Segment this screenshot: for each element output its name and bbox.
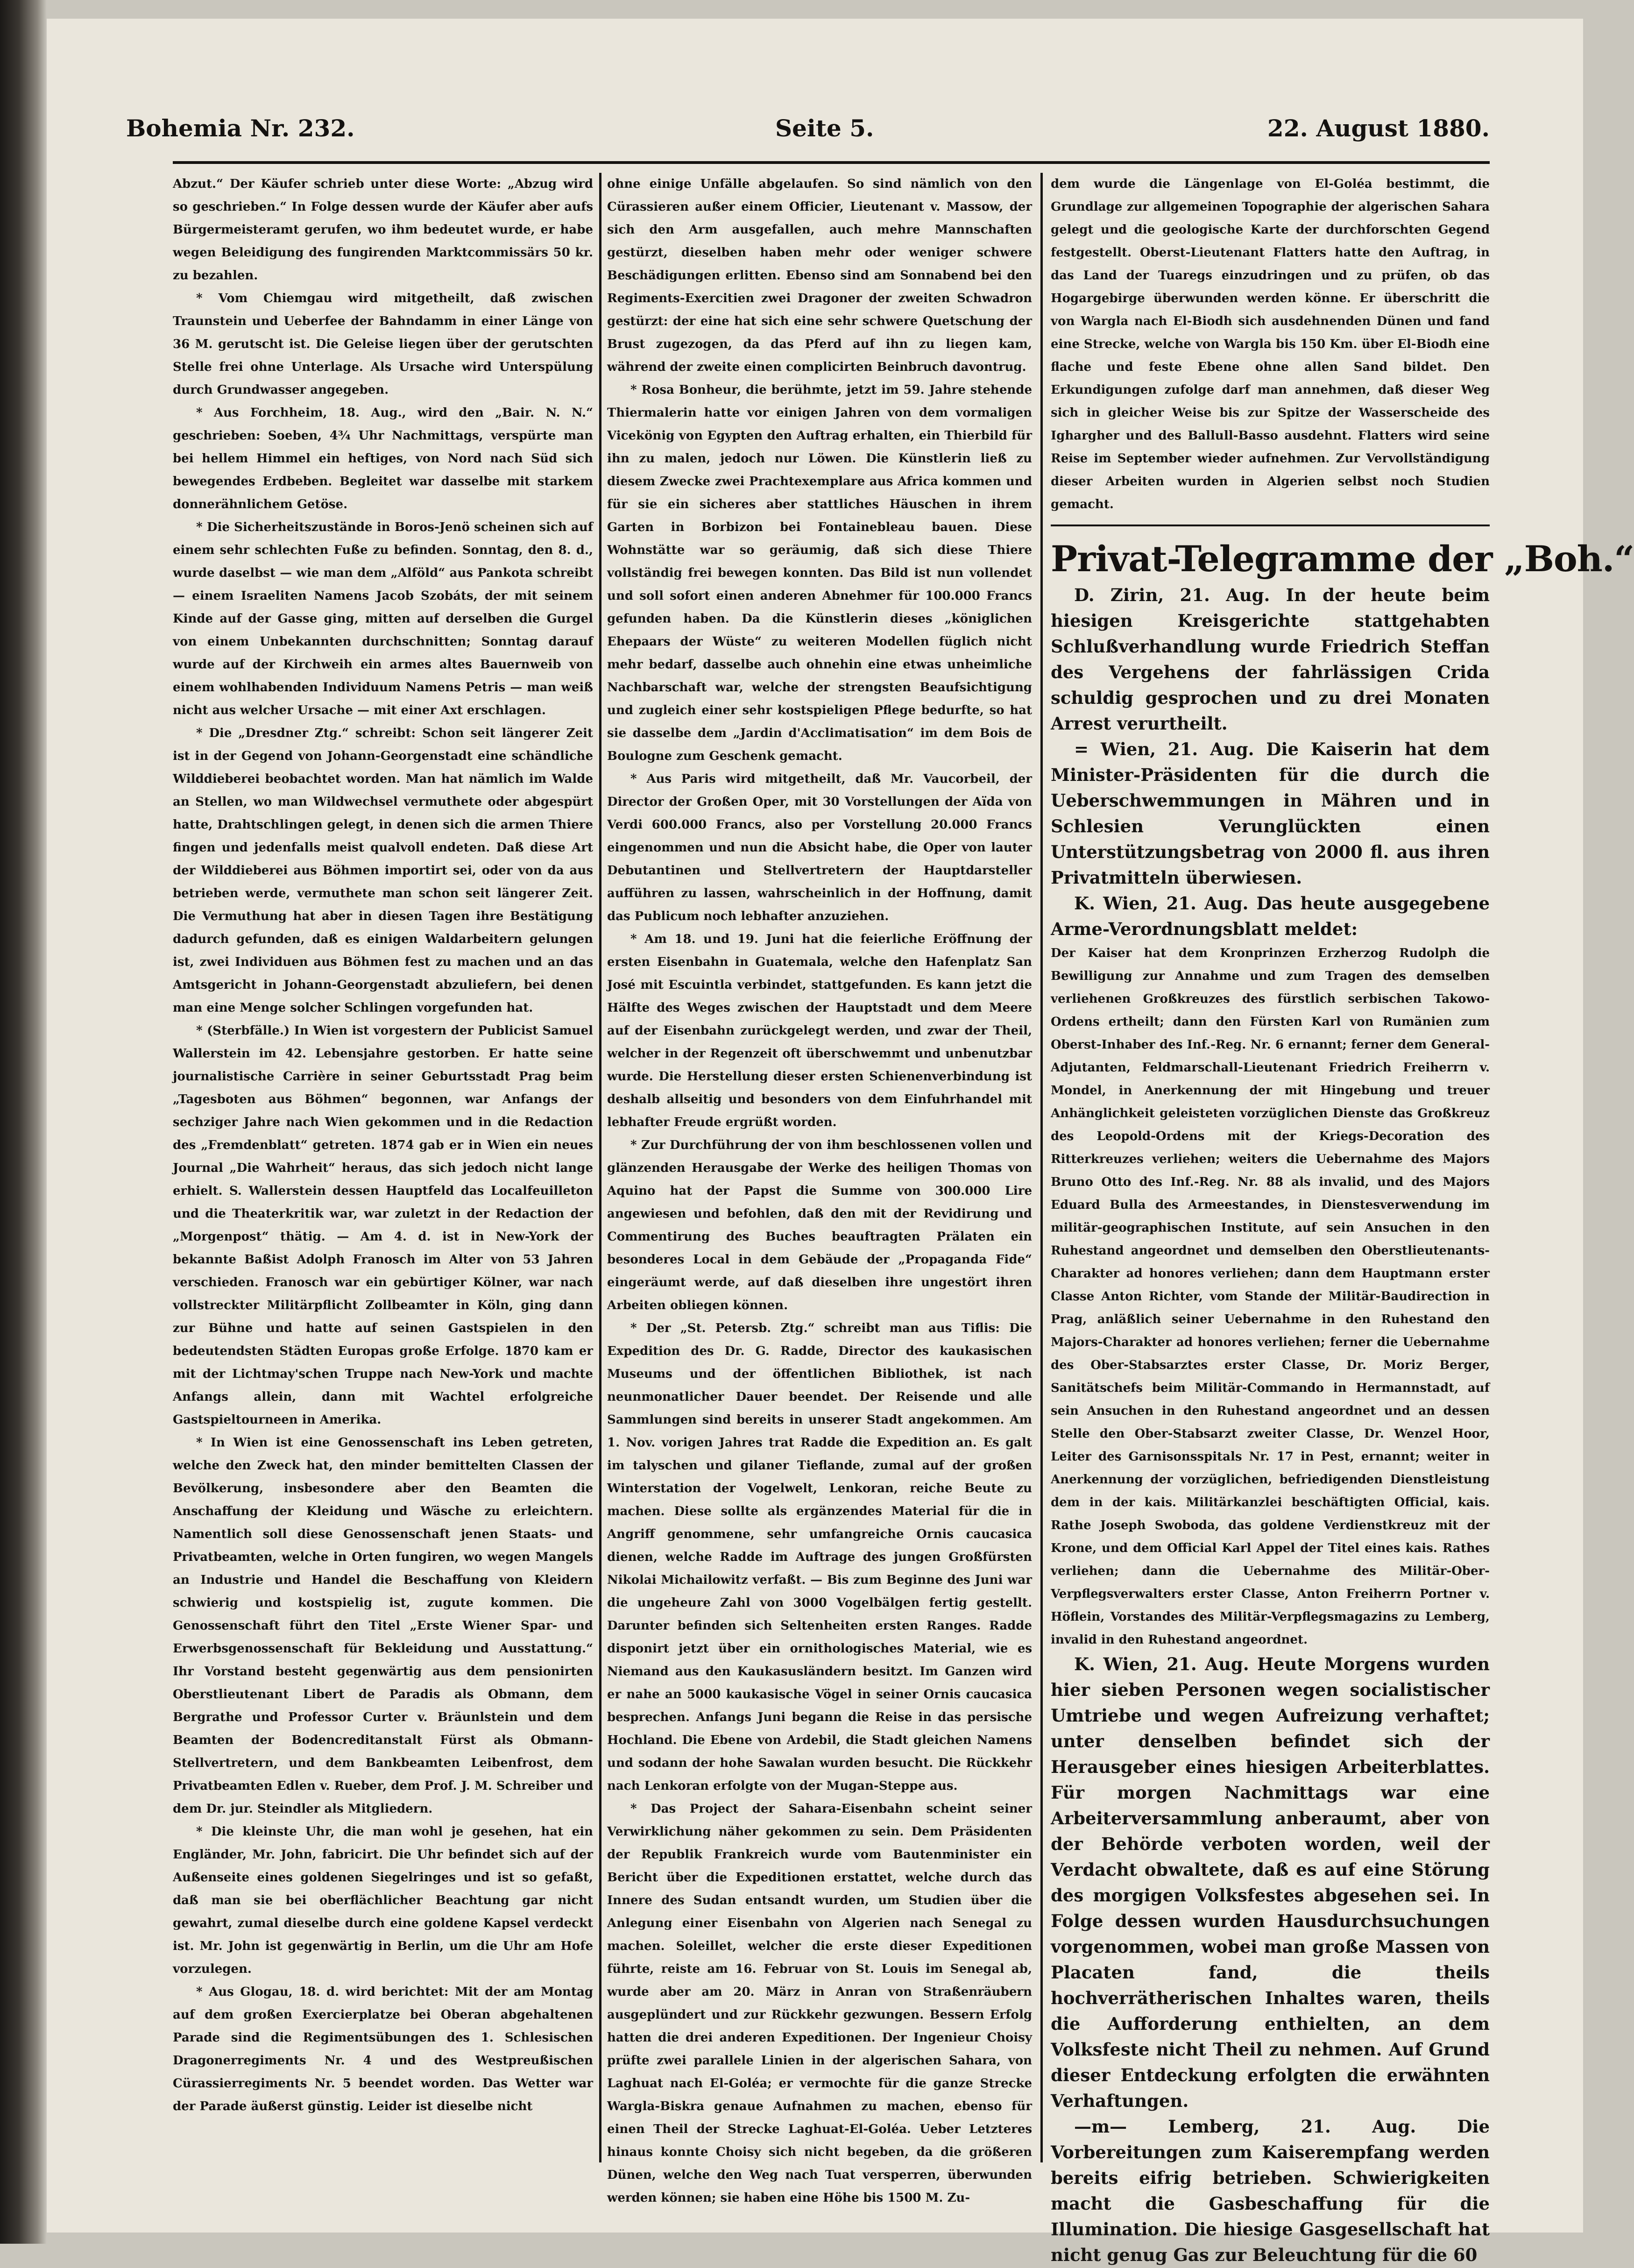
article-paragraph: * (Sterbfälle.) In Wien ist vorgestern der Publicist Samuel Wallerstein im 42. Lebensjahre gestorben. Er hatte seine journalistische Carrière in seiner Geburtsstadt Prag beim „Tagesboten aus Böhmen“ begonnen, war Anfangs der sechziger Jahre nach Wien gekommen und in die Redaction des „Fremdenblatt“ getreten. 1874 gab er in Wien ein neues Journal „Die Wahrheit“ heraus, das sich jedoch nicht lange erhielt. S. Wallerstein dessen Hauptfeld das Localfeuilleton und die Theaterkritik war, war zuletzt in der Redaction der „Morgenpost“ thätig. — Am 4. d. ist in New-York der bekannte Baßist Adolph Franosch im Alter von 53 Jahren verschieden. Franosch war ein gebürtiger Kölner, war nach vollstreckter Militärpflicht Zollbeamter in Köln, ging dann zur Bühne und hatte auf seinen Gastspielen in den bedeutendsten Städten Europas große Erfolge. 1870 kam er mit der Lichtmay'schen Truppe nach New-York und machte Anfangs allein, dann mit Wachtel erfolgreiche Gastspieltourneen in Amerika. (173, 1024, 593, 1427)
article-paragraph: * Rosa Bonheur, die berühmte, jetzt im 59. Jahre stehende Thiermalerin hatte vor einigen Jahren von dem vormaligen Vicekönig von Egypten den Auftrag erhalten, ein Thierbild für ihn zu malen, jedoch nur Löwen. Die Künstlerin ließ zu diesem Zwecke zwei Prachtexemplare aus Africa kommen und für sie ein sicheres aber stattliches Häuschen in ihrem Garten in Borbizon bei Fontainebleau bauen. Diese Wohnstätte war so geräumig, daß sich diese Thiere vollständig frei bewegen konnten. Das Bild ist nun vollendet und soll sofort einen anderen Abnehmer für 100.000 Francs gefunden haben. Da die Künstlerin dieses „königlichen Ehepaars der Wüste“ zu weiteren Modellen füglich nicht mehr bedarf, dasselbe auch ohnehin eine etwas unheimliche Nachbarschaft war, welche der strengsten Beaufsichtigung und zugleich einer sehr kostspieligen Pflege bedurfte, so hat sie dasselbe dem „Jardin d'Acclimatisation“ im dem Bois de Boulogne zum Geschenk gemacht. (607, 383, 1032, 763)
article-paragraph: * Das Project der Sahara-Eisenbahn scheint seiner Verwirklichung näher gekommen zu sein. Dem Präsidenten der Republik Frankreich wurde vom Bautenminister ein Bericht über die Expeditionen erstattet, welche durch das Innere des Sudan entsandt wurden, um Studien über die Anlegung einer Eisenbahn von Algerien nach Senegal zu machen. Soleillet, welcher die erste dieser Expeditionen führte, reiste am 16. Februar von St. Louis im Senegal ab, wurde aber am 20. März in Anran von Straßenräubern ausgeplündert und zur Rückkehr gezwungen. Bessern Erfolg hatten die drei anderen Expeditionen. Der Ingenieur Choisy prüfte zwei parallele Linien in der algerischen Sahara, von Laghuat nach El-Goléa; er vermochte für die ganze Strecke Wargla-Biskra genaue Aufnahmen zu machen, ebenso für einen Theil der Strecke Laghuat-El-Goléa. Ueber Letzteres hinaus konnte Choisy sich nicht begeben, da die größeren Dünen, welche den Weg nach Tuat versperren, überwunden werden können; sie haben eine Höhe bis 1500 M. Zu- (607, 1802, 1032, 2205)
article-paragraph: * In Wien ist eine Genossenschaft ins Leben getreten, welche den Zweck hat, den minder bemittelten Classen der Bevölkerung, insbesondere aber den Beamten die Anschaffung der Kleidung und Wäsche zu erleichtern. Namentlich soll diese Genossenschaft jenen Staats- und Privatbeamten, welche in Orten fungiren, wo wegen Mangels an Industrie und Handel die Beschaffung von Kleidern schwierig und kostspielig ist, zugute kommen. Die Genossenschaft führt den Titel „Erste Wiener Spar- und Erwerbsgenossenschaft für Bekleidung und Ausstattung.“ Ihr Vorstand besteht gegenwärtig aus dem pensionirten Oberstlieutenant Libert de Paradis als Obmann, dem Bergrathe und Professor Curter v. Bräunlstein und dem Beamten der Bodencreditanstalt Fürst als Obmann-Stellvertretern, und dem Bankbeamten Leibenfrost, dem Privatbeamten Edlen v. Rueber, dem Prof. J. M. Schreiber und dem Dr. jur. Steindler als Mitgliedern. (173, 1436, 593, 1816)
article-paragraph: ohne einige Unfälle abgelaufen. So sind nämlich von den Cürassieren außer einem Officier, Lieutenant v. Massow, der sich den Arm ausgefallen, auch mehre Mannschaften gestürzt, dieselben haben mehr oder weniger schwere Beschädigungen erlitten. Ebenso sind am Sonnabend bei den Regiments-Exercitien zwei Dragoner der zweiten Schwadron gestürzt: der eine hat sich eine sehr schwere Quetschung der Brust zugezogen, da das Pferd auf ihn zu liegen kam, während der zweite einen complicirten Beinbruch davontrug. (607, 177, 1032, 374)
column-divider (599, 173, 601, 2162)
masthead-issue: Bohemia Nr. 232. (126, 114, 355, 142)
article-paragraph: * Am 18. und 19. Juni hat die feierliche Eröffnung der ersten Eisenbahn in Guatemala, welche den Hafenplatz San José mit Escuintla verbindet, stattgefunden. Es kann jetzt die Hälfte des Weges zwischen der Hauptstadt und dem Meere auf der Eisenbahn zurückgelegt werden, und zwar der Theil, welcher in der Regenzeit oft überschwemmt und unbenutzbar wurde. Die Herstellung dieser ersten Schienenverbindung ist deshalb allseitig und besonders von dem Einfuhrhandel mit lebhafter Freude ergrüßt worden. (607, 932, 1032, 1129)
column-2 (607, 173, 1032, 2205)
telegram-item: K. Wien, 21. Aug. Das heute ausgegebene Arme-Verordnungsblatt meldet: (1051, 893, 1490, 939)
article-paragraph: * Aus Forchheim, 18. Aug., wird den „Bair. N. N.“ geschrieben: Soeben, 4¾ Uhr Nachmittags, verspürte man bei hellem Himmel ein heftiges, von Nord nach Süd sich bewegendes Erdbeben. Begleitet war dasselbe mit starkem donnerähnlichem Getöse. (173, 406, 593, 511)
article-paragraph: * Vom Chiemgau wird mitgetheilt, daß zwischen Traunstein und Ueberfee der Bahndamm in einer Länge von 36 M. gerutscht ist. Die Geleise liegen über der gerutschten Stelle frei ohne Unterlage. Als Ursache wird Unterspülung durch Grundwasser angegeben. (173, 291, 593, 397)
article-paragraph: * Die kleinste Uhr, die man wohl je gesehen, hat ein Engländer, Mr. John, fabricirt. Die Uhr befindet sich auf der Außenseite eines goldenen Siegelringes und ist so gefaßt, daß man sie bei oberflächlicher Beachtung gar nicht gewahrt, zumal dieselbe durch eine goldene Kapsel verdeckt ist. Mr. John ist gegenwärtig in Berlin, um die Uhr am Hofe vorzulegen. (173, 1825, 593, 1976)
column-3 (1051, 173, 1634, 2265)
column-divider (1040, 173, 1043, 2162)
article-paragraph: * Die Sicherheitszustände in Boros-Jenö scheinen sich auf einem sehr schlechten Fuße zu befinden. Sonntag, den 8. d., wurde daselbst — wie man dem „Alföld“ aus Pankota schreibt — einem Israeliten Namens Jacob Szobáts, der mit seinem Kinde auf der Gasse ging, mitten auf derselben die Gurgel von einem Unbekannten durchschnitten; Sonntag darauf wurde auf der Kirchweih ein armes altes Bauernweib von einem wohlhabenden Individuum Namens Petris — man weiß nicht aus welcher Ursache — mit einer Axt erschlagen. (173, 520, 593, 717)
issue-date: 22. August 1880. (1267, 114, 1490, 142)
article-paragraph: Abzut.“ Der Käufer schrieb unter diese Worte: „Abzug wird so geschrieben.“ In Folge dessen wurde der Käufer aber aufs Bürgermeisteramt gerufen, wo ihm bedeutet wurde, er habe wegen Beleidigung des fungirenden Marktcommissärs 50 kr. zu bezahlen. (173, 177, 593, 283)
column-1 (173, 173, 593, 2139)
page-header (126, 114, 1490, 152)
article-paragraph: * Die „Dresdner Ztg.“ schreibt: Schon seit längerer Zeit ist in der Gegend von Johann-Georgenstadt eine schändliche Wilddieberei beobachtet worden. Man hat nämlich im Walde an Stellen, wo man Wildwechsel vermuthete oder abgespürt hatte, Drahtschlingen gelegt, in denen sich die armen Thiere fingen und jedenfalls meist qualvoll endeten. Daß diese Art der Wilddieberei aus Böhmen importirt sei, oder von da aus betrieben werde, vermuthete man schon seit längerer Zeit. Die Vermuthung hat aber in diesen Tagen ihre Bestätigung dadurch gefunden, daß es einigen Waldarbeitern gelungen ist, zwei Individuen aus Böhmen fest zu machen und an das Amtsgericht in Johann-Georgenstadt abzuliefern, bei denen man eine Menge solcher Schlingen vorgefunden hat. (173, 726, 593, 1015)
article-paragraph: * Aus Glogau, 18. d. wird berichtet: Mit der am Montag auf dem großen Exercierplatze bei Oberan abgehaltenen Parade sind die Regimentsübungen des 1. Schlesischen Dragonerregiments Nr. 4 und des Westpreußischen Cürassierregiments Nr. 5 beendet worden. Das Wetter war der Parade äußerst günstig. Leider ist dieselbe nicht (173, 1985, 593, 2113)
telegram-item: —m— Lemberg, 21. Aug. Die Vorbereitungen zum Kaiserempfang werden bereits eifrig betrieben. Schwierigkeiten macht die Gasbeschaffung für die Illumination. Die hiesige Gasgesellschaft hat nicht genug Gas zur Beleuchtung für die 60 (1051, 2116, 1490, 2265)
article-paragraph: * Aus Paris wird mitgetheilt, daß Mr. Vaucorbeil, der Director der Großen Oper, mit 30 Vorstellungen der Aïda von Verdi 600.000 Francs, also per Vorstellung 20.000 Francs eingenommen und nun die Absicht habe, die Oper von lauter Debutantinen und Stellvertretern der Hauptdarsteller aufführen zu lassen, wahrscheinlich in der Hoffnung, damit das Publicum noch lebhafter anzuziehen. (607, 772, 1032, 923)
article-paragraph: * Zur Durchführung der von ihm beschlossenen vollen und glänzenden Herausgabe der Werke des heiligen Thomas von Aquino hat der Papst die Summe von 300.000 Lire angewiesen und befohlen, daß den mit der Revidirung und Commentirung des Buches beauftragten Prälaten ein besonderes Local in dem Gebäude der „Propaganda Fide“ eingeräumt werde, auf daß dieselben ihre ungestört ihren Arbeiten obliegen können. (607, 1138, 1032, 1312)
page-number: Seite 5. (775, 114, 874, 142)
telegrams-heading: Privat-Telegramme der „Boh.“ (1051, 538, 1634, 580)
telegram-item: K. Wien, 21. Aug. Heute Morgens wurden hier sieben Personen wegen socialistischer Umtriebe und wegen Aufreizung verhaftet; unter denselben befindet sich der Herausgeber eines hiesigen Arbeiterblattes. Für morgen Nachmittags war eine Arbeiterversammlung anberaumt, aber von der Behörde verboten worden, weil der Verdacht obwaltete, daß es auf eine Störung des morgigen Volksfestes abgesehen sei. In Folge dessen wurden Hausdurchsuchungen vorgenommen, wobei man große Massen von Placaten fand, die theils hochverrätherischen Inhaltes waren, theils die Aufforderung enthielten, an dem Volksfeste nicht Theil zu nehmen. Auf Grund dieser Entdeckung erfolgten die erwähnten Verhaftungen. (1051, 1654, 1490, 2111)
article-paragraph: dem wurde die Längenlage von El-Goléa bestimmt, die Grundlage zur allgemeinen Topographie der algerischen Sahara gelegt und die geologische Karte der durchforschten Gegend festgestellt. Oberst-Lieutenant Flatters hatte den Auftrag, in das Land der Tuaregs einzudringen und zu prüfen, ob das Hogargebirge überwunden werden könne. Er überschritt die von Wargla nach El-Biodh sich ausdehnenden Dünen und fand eine Strecke, welche von Wargla bis 150 Km. über El-Biodh eine flache und feste Ebene ohne allen Sand bildet. Den Erkundigungen zufolge darf man annehmen, daß dieser Weg sich in gleicher Weise bis zur Spitze der Wasserscheide des Ighargher und des Ballull-Basso ausdehnt. Flatters wird seine Reise im September wieder aufnehmen. Zur Vervollständigung dieser Arbeiten wurden in Algerien selbst noch Studien gemacht. (1051, 177, 1490, 511)
header-rule (173, 161, 1490, 164)
page-edge-shadow (0, 0, 47, 2244)
telegram-item: Der Kaiser hat dem Kronprinzen Erzherzog Rudolph die Bewilligung zur Annahme und zum Tragen des demselben verliehenen Großkreuzes des fürstlich serbischen Takowo-Ordens ertheilt; dann den Fürsten Karl von Rumänien zum Oberst-Inhaber des Inf.-Reg. Nr. 6 ernannt; ferner dem General-Adjutanten, Feldmarschall-Lieutenant Friedrich Freiherrn v. Mondel, in Anerkennung der mit Hingebung und treuer Anhänglichkeit geleisteten vorzüglichen Dienste das Großkreuz des Leopold-Ordens mit der Kriegs-Decoration des Ritterkreuzes verliehen; weiters die Uebernahme des Majors Bruno Otto des Inf.-Reg. Nr. 88 als invalid, und des Majors Eduard Bulla des Armeestandes, in Dienstesverwendung im militär-geographischen Institute, auf sein Ansuchen in den Ruhestand angeordnet und demselben den Oberstlieutenants-Charakter ad honores verliehen; dann dem Hauptmann erster Classe Anton Richter, vom Stande der Militär-Baudirection in Prag, anläßlich seiner Uebernahme in den Ruhestand den Majors-Charakter ad honores verliehen; ferner die Uebernahme des Ober-Stabsarztes erster Classe, Dr. Moriz Berger, Sanitätschefs beim Militär-Commando in Hermannstadt, auf sein Ansuchen in den Ruhestand angeordnet und an dessen Stelle den Ober-Stabsarzt zweiter Classe, Dr. Wenzel Hoor, Leiter des Garnisonsspitals Nr. 17 in Pest, ernannt; weiter in Anerkennung der vorzüglichen, befriedigenden Dienstleistung dem in der kais. Militärkanzlei beschäftigten Official, kais. Rathe Joseph Swoboda, das goldene Verdienstkreuz mit der Krone, und dem Official Karl Appel der Titel eines kais. Rathes verliehen; dann die Uebernahme des Militär-Ober-Verpflegsverwalters erster Classe, Anton Freiherrn Portner v. Höflein, Vorstandes des Militär-Verpflegsmagazins zu Lemberg, invalid in den Ruhestand angeordnet. (1051, 946, 1490, 1647)
section-rule (1051, 524, 1490, 526)
telegram-item: D. Zirin, 21. Aug. In der heute beim hiesigen Kreisgerichte stattgehabten Schlußverhandlung wurde Friedrich Steffan des Vergehens der fahrlässigen Crida schuldig gesprochen und zu drei Monaten Arrest verurtheilt. (1051, 585, 1490, 734)
article-paragraph: * Der „St. Petersb. Ztg.“ schreibt man aus Tiflis: Die Expedition des Dr. G. Radde, Director des kaukasischen Museums und der öffentlichen Bibliothek, ist nach neunmonatlicher Dauer beendet. Der Reisende und alle Sammlungen sind bereits in unserer Stadt angekommen. Am 1. Nov. vorigen Jahres trat Radde die Expedition an. Es galt im talyschen und gilaner Tieflande, zumal auf der großen Winterstation der Vogelwelt, Lenkoran, reiche Beute zu machen. Diese sollte als ergänzendes Material für die in Angriff genommene, sehr umfangreiche Ornis caucasica dienen, welche Radde im Auftrage des jungen Großfürsten Nikolai Michailowitz verfaßt. — Bis zum Beginne des Juni war die ungeheure Zahl von 3000 Vogelbälgen fertig gestellt. Darunter befinden sich Seltenheiten ersten Ranges. Radde disponirt jetzt über ein ornithologisches Material, wie es Niemand aus den Kaukasusländern besitzt. Im Ganzen wird er nahe an 5000 kaukasische Vögel in seiner Ornis caucasica besprechen. Anfangs Juni begann die Reise in das persische Hochland. Die Ebene von Ardebil, die Stadt gleichen Namens und sodann der hohe Sawalan wurden besucht. Die Rückkehr nach Lenkoran erfolgte von der Mugan-Steppe aus. (607, 1321, 1032, 1793)
telegram-item: = Wien, 21. Aug. Die Kaiserin hat dem Minister-Präsidenten für die durch die Ueberschwemmungen in Mähren und in Schlesien Verunglückten einen Unterstützungsbetrag von 2000 fl. aus ihren Privatmitteln überwiesen. (1051, 739, 1490, 888)
